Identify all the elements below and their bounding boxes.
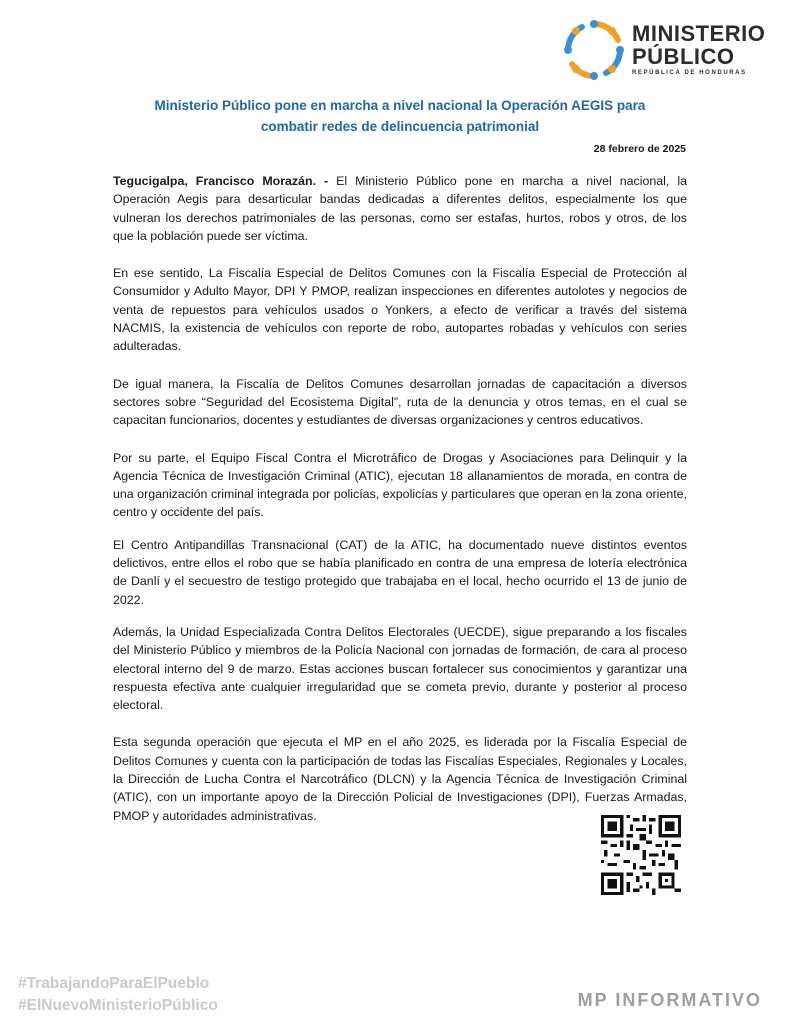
logo-text <box>632 22 765 76</box>
mp-informativo-brand: MP INFORMATIVO <box>577 990 762 1010</box>
logo-line1: MINISTERIO <box>632 21 766 46</box>
qr-code-icon[interactable] <box>601 815 681 895</box>
logo-subtitle: REPÚBLICA DE HONDURAS <box>632 70 747 76</box>
press-body <box>113 172 687 825</box>
paragraph-4: Por su parte, el Equipo Fiscal Contra el Microtráfico de Drogas y Asociaciones para Delinquir y la Agencia Técnica de Investigación Criminal (ATIC), ejecutan 18 allanamientos de morada, en contra de una organización criminal integrada por policías, expolicías y particulares que operan en la zona oriente, centro y occidente del país. <box>113 450 687 520</box>
paragraph-7: Esta segunda operación que ejecuta el MP en el año 2025, es liderada por la Fiscalía Especial de Delitos Comunes y cuenta con la participación de todas las Fiscalías Especiales, Regionales y Locales, la Dirección de Lucha Contra el Narcotráfico (DLCN) y la Agencia Técnica de Investigación Criminal (ATIC), con un importante apoyo de la Dirección Policial de Investigaciones (DPI), Fuerzas Armadas, PMOP y autoridades administrativas. <box>113 735 687 823</box>
logo-line2: PÚBLICO <box>632 44 735 69</box>
paragraph-6: Además, la Unidad Especializada Contra Delitos Electorales (UECDE), sigue preparando a los fiscales del Ministerio Público y miembros de la Policía Nacional con jornadas de formación, de cara al proceso electoral interno del 9 de marzo. Estas acciones buscan fortalecer sus conocimientos y garantizar una respuesta efectiva ante cualquier irregularidad que se cometa previo, durante y posterior al proceso electoral. <box>113 624 687 713</box>
paragraph-3: De igual manera, la Fiscalía de Delitos Comunes desarrollan jornadas de capacitación a diversos sectores sobre “Seguridad del Ecosistema Digital”, ruta de la denuncia y otros temas, en el cual se capacitan funcionarios, docentes y estudiantes de diversas organizaciones y centros educativos. <box>113 376 687 428</box>
headline <box>120 95 680 137</box>
dateline: Tegucigalpa, Francisco Morazán. - <box>113 174 329 188</box>
headline-line1: Ministerio Público pone en marcha a nivel nacional la Operación AEGIS para <box>154 98 646 113</box>
paragraph-2: En ese sentido, La Fiscalía Especial de Delitos Comunes con la Fiscalía Especial de Protección al Consumidor y Adulto Mayor, DPI Y PMOP, realizan inspecciones en diferentes autolotes y negocios de venta de repuestos para vehículos usados o Yonkers, a efecto de verificar a través del sistema NACMIS, la existencia de vehículos con reporte de robo, autopartes robadas y vehículos con series adulteradas. <box>113 266 687 354</box>
hashtag-trabajando: #TrabajandoParaElPueblo <box>18 975 210 992</box>
hashtags <box>18 973 218 1017</box>
paragraph-5: El Centro Antipandillas Transnacional (CAT) de la ATIC, ha documentado nueve distintos eventos delictivos, entre ellos el robo que se había planificado en contra de una empresa de lotería electrónica de Danlí y el secuestro de testigo protegido que trabajaba en el local, hecho ocurrido el 13 de junio de 2022. <box>113 537 687 607</box>
press-date: 28 febrero de 2025 <box>593 143 686 155</box>
paragraph-1 <box>113 172 687 245</box>
hashtag-nuevo-ministerio: #ElNuevoMinisterioPúblico <box>18 997 218 1014</box>
ministerio-publico-logo <box>562 14 772 84</box>
paragraph-1-text: El Ministerio Público pone en marcha a nivel nacional, la Operación Aegis para desarticular bandas dedicadas a diferentes delitos, especialmente los que vulneran los derechos patrimoniales de las personas, como ser estafas, hurtos, robos y otros, de los que la población puede ser víctima. <box>113 174 687 243</box>
headline-line2: combatir redes de delincuencia patrimonial <box>260 119 540 134</box>
logo-circle-icon <box>562 18 626 82</box>
